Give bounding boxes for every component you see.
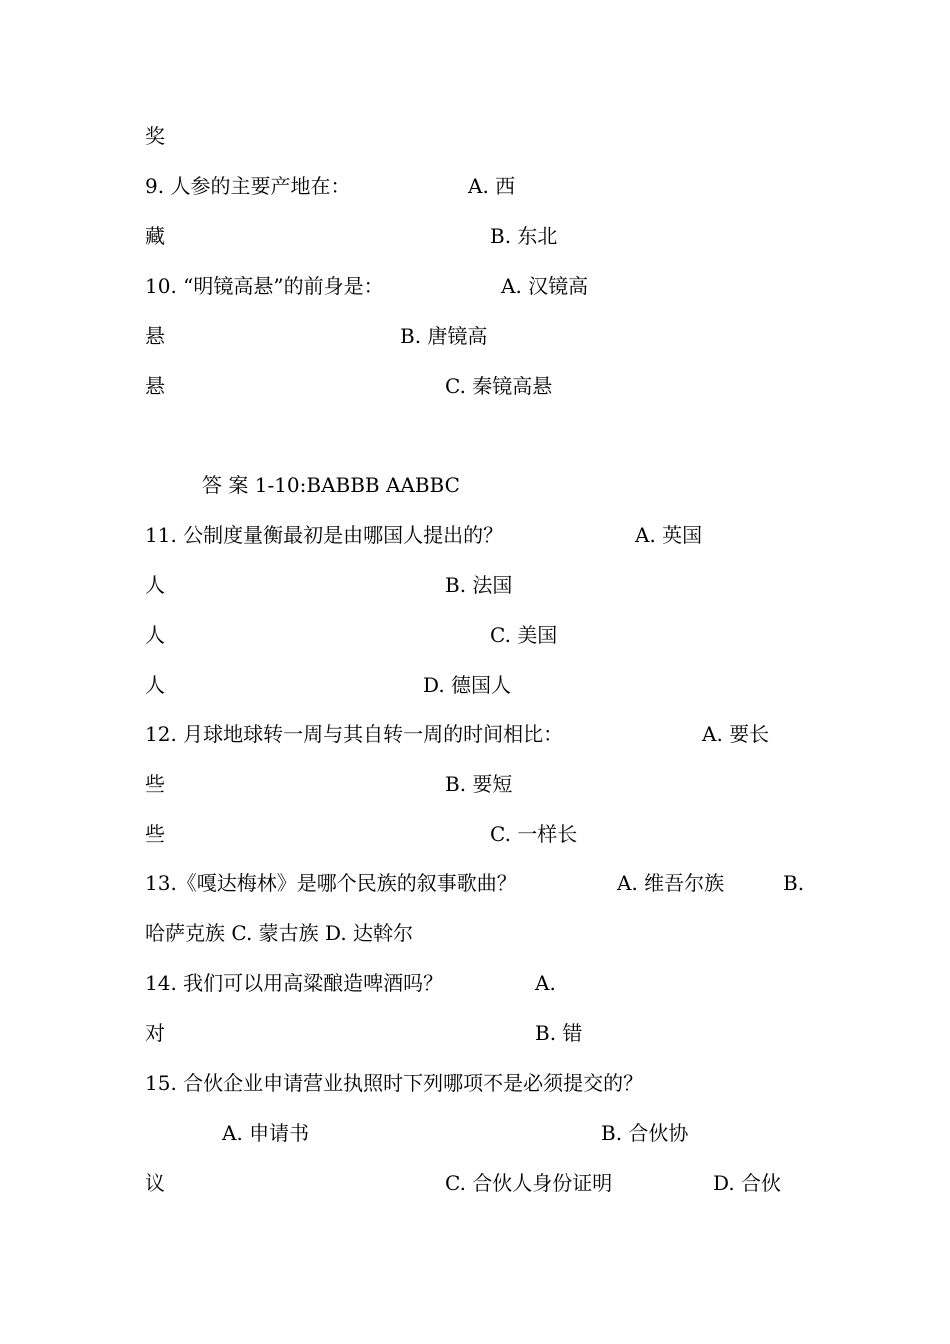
question-text: 12. 月球地球转一周与其自转一周的时间相比： [145,722,564,746]
question-line [0,271,950,301]
option-line [0,371,950,401]
option-line [0,1018,950,1048]
text-segment: 人 [145,573,165,597]
option-text: C. 合伙人身份证明 [445,1171,613,1195]
option-text: A. [535,971,556,995]
option-line [0,620,950,650]
option-line [0,570,950,600]
text-segment: 些 [145,772,165,796]
text-segment: 人 [145,623,165,647]
option-text: C. 一样长 [490,822,578,846]
option-text: C. 秦镜高悬 [445,374,553,398]
option-text: A. 汉镜高 [501,274,589,298]
option-line [0,918,950,948]
answer-key-line [0,470,950,500]
option-text: A. 英国 [635,523,703,547]
option-text: B. 东北 [490,224,558,248]
text-segment: 奖 [145,124,165,148]
option-line [0,670,950,700]
question-text: 15. 合伙企业申请营业执照时下列哪项不是必须提交的？ [145,1071,644,1095]
text-segment: 人 [145,673,165,697]
question-line [0,1068,950,1098]
question-line [0,171,950,201]
option-line [0,1118,950,1148]
question-text: 9. 人参的主要产地在： [145,174,351,198]
option-text: A. 维吾尔族 [617,871,725,895]
question-line [0,968,950,998]
question-line [0,868,950,898]
option-line [0,321,950,351]
option-text: B. 要短 [445,772,513,796]
answer-key-text: 答 案 1-10:BABBB AABBC [202,473,460,497]
question-text: 10. “明镜高悬”的前身是： [145,274,384,298]
option-line [0,1168,950,1198]
text-segment: 对 [145,1021,165,1045]
option-text: B. [783,871,805,895]
option-text: C. 美国 [490,623,558,647]
option-text: A. 西 [468,174,516,198]
option-text: A. 申请书 [222,1121,310,1145]
option-text: A. 要长 [702,722,770,746]
question-line [0,719,950,749]
option-line [0,221,950,251]
question-line [0,520,950,550]
option-line [0,769,950,799]
text-segment: 些 [145,822,165,846]
question-text: 11. 公制度量衡最初是由哪国人提出的？ [145,523,504,547]
option-text: B. 合伙协 [601,1121,689,1145]
text-segment: 藏 [145,224,165,248]
option-text: 哈萨克族 C. 蒙古族 D. 达斡尔 [145,921,414,945]
option-text: B. 法国 [445,573,513,597]
text-segment: 议 [145,1171,165,1195]
option-line [0,819,950,849]
text-segment: 悬 [145,374,165,398]
option-text: D. 德国人 [423,673,512,697]
text-segment: 悬 [145,324,165,348]
question-text: 13.《嘎达梅林》是哪个民族的叙事歌曲？ [145,871,517,895]
question-text: 14. 我们可以用高粱酿造啤酒吗？ [145,971,444,995]
option-text: D. 合伙 [713,1171,782,1195]
option-text: B. 唐镜高 [400,324,488,348]
text-line [0,121,950,151]
option-text: B. 错 [535,1021,583,1045]
